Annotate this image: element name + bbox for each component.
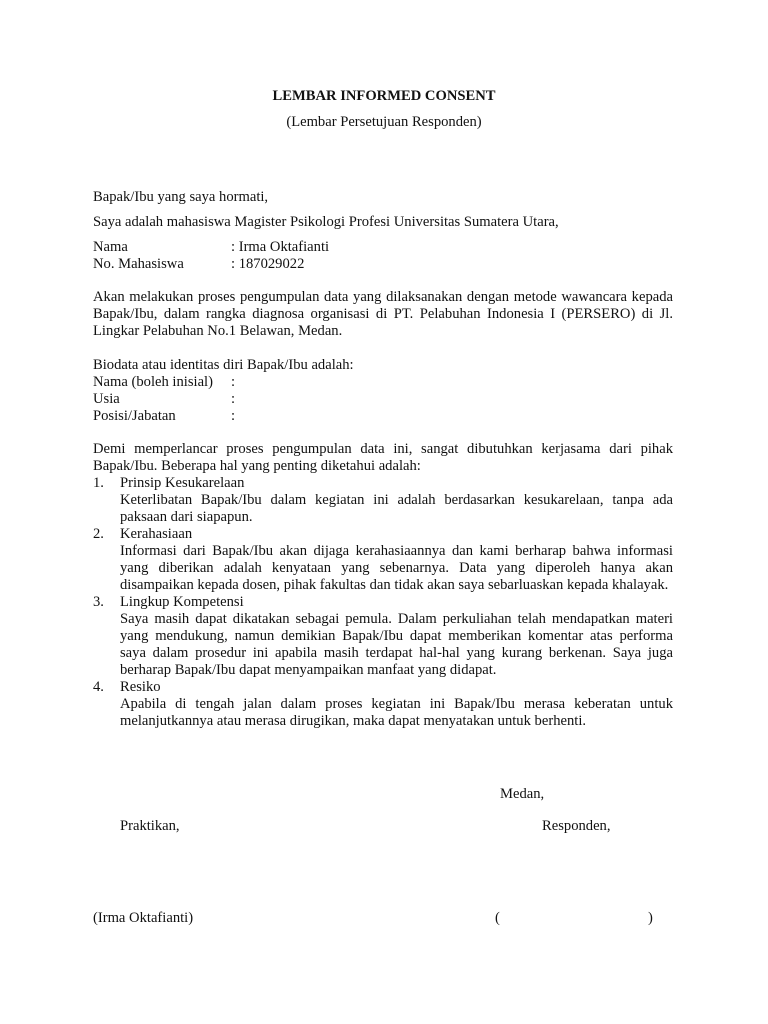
list-number: 3. xyxy=(93,594,104,610)
list-item xyxy=(93,475,673,526)
signature-left-role: Praktikan, xyxy=(120,818,180,834)
signature-right-role: Responden, xyxy=(542,818,611,834)
signature-right-open-paren: ( xyxy=(495,910,500,926)
identity-label: No. Mahasiswa xyxy=(93,256,184,272)
greeting: Bapak/Ibu yang saya hormati, xyxy=(93,189,269,205)
identity-value: : 187029022 xyxy=(231,256,305,272)
list-item-title: Prinsip Kesukarelaan xyxy=(120,475,245,491)
list-item xyxy=(93,594,673,679)
list-item-text: Apabila di tengah jalan dalam proses kegiatan ini Bapak/Ibu merasa keberatan untuk melanjutkannya atau merasa dirugikan, maka dapat menyatakan untuk berhenti. xyxy=(120,696,673,729)
biodata-value: : xyxy=(231,408,236,424)
biodata-heading: Biodata atau identitas diri Bapak/Ibu adalah: xyxy=(93,357,354,373)
list-item-title: Kerahasiaan xyxy=(120,526,193,542)
purpose-paragraph: Akan melakukan proses pengumpulan data yang dilaksanakan dengan metode wawancara kepada Bapak/Ibu, dalam rangka diagnosa organisasi di PT. Pelabuhan Indonesia I (PERSERO) di Jl. Lingkar Pelabuhan No.1 Belawan, Medan. xyxy=(93,289,673,339)
list-item-text: Keterlibatan Bapak/Ibu dalam kegiatan ini adalah berdasarkan kesukarelaan, tanpa ada paksaan dari siapapun. xyxy=(120,492,673,525)
list-item-title: Lingkup Kompetensi xyxy=(120,594,244,610)
list-item-title: Resiko xyxy=(120,679,161,695)
list-item xyxy=(93,679,673,730)
biodata-value: : xyxy=(231,391,236,407)
document-title: LEMBAR INFORMED CONSENT xyxy=(272,88,496,104)
list-item-text: Informasi dari Bapak/Ibu akan dijaga kerahasiaannya dan kami berharap bahwa informasi yang diberikan adalah kenyataan yang sebenarnya. Data yang diperoleh hanya akan disampaikan kepada dosen, pihak fakultas dan tidak akan saya sebarluaskan kepada khalayak. xyxy=(120,543,673,593)
biodata-value: : xyxy=(231,374,236,390)
list-number: 4. xyxy=(93,679,104,695)
biodata-label: Usia xyxy=(93,391,120,407)
list-number: 2. xyxy=(93,526,104,542)
signature-left-name: (Irma Oktafianti) xyxy=(93,910,194,926)
document-subtitle: (Lembar Persetujuan Responden) xyxy=(286,114,482,130)
signature-right-close-paren: ) xyxy=(648,910,653,926)
place-date: Medan, xyxy=(500,786,545,802)
identity-label: Nama xyxy=(93,239,128,255)
biodata-label: Posisi/Jabatan xyxy=(93,408,176,424)
intro-line: Saya adalah mahasiswa Magister Psikologi Profesi Universitas Sumatera Utara, xyxy=(93,214,559,230)
list-item xyxy=(93,526,673,594)
principles-list xyxy=(93,475,673,730)
list-number: 1. xyxy=(93,475,104,491)
biodata-label: Nama (boleh inisial) xyxy=(93,374,213,390)
cooperation-paragraph: Demi memperlancar proses pengumpulan data ini, sangat dibutuhkan kerjasama dari pihak Bapak/Ibu. Beberapa hal yang penting diketahui adalah: xyxy=(93,441,673,474)
identity-value: : Irma Oktafianti xyxy=(231,239,330,255)
list-item-text: Saya masih dapat dikatakan sebagai pemula. Dalam perkuliahan telah mendapatkan materi yang mendukung, namun demikian Bapak/Ibu dapat memberikan komentar atas performa saya dalam prosedur ini apabila masih terdapat hal-hal yang kurang berkenan. Saya juga berharap Bapak/Ibu dapat menyampaikan manfaat yang didapat. xyxy=(120,611,673,678)
